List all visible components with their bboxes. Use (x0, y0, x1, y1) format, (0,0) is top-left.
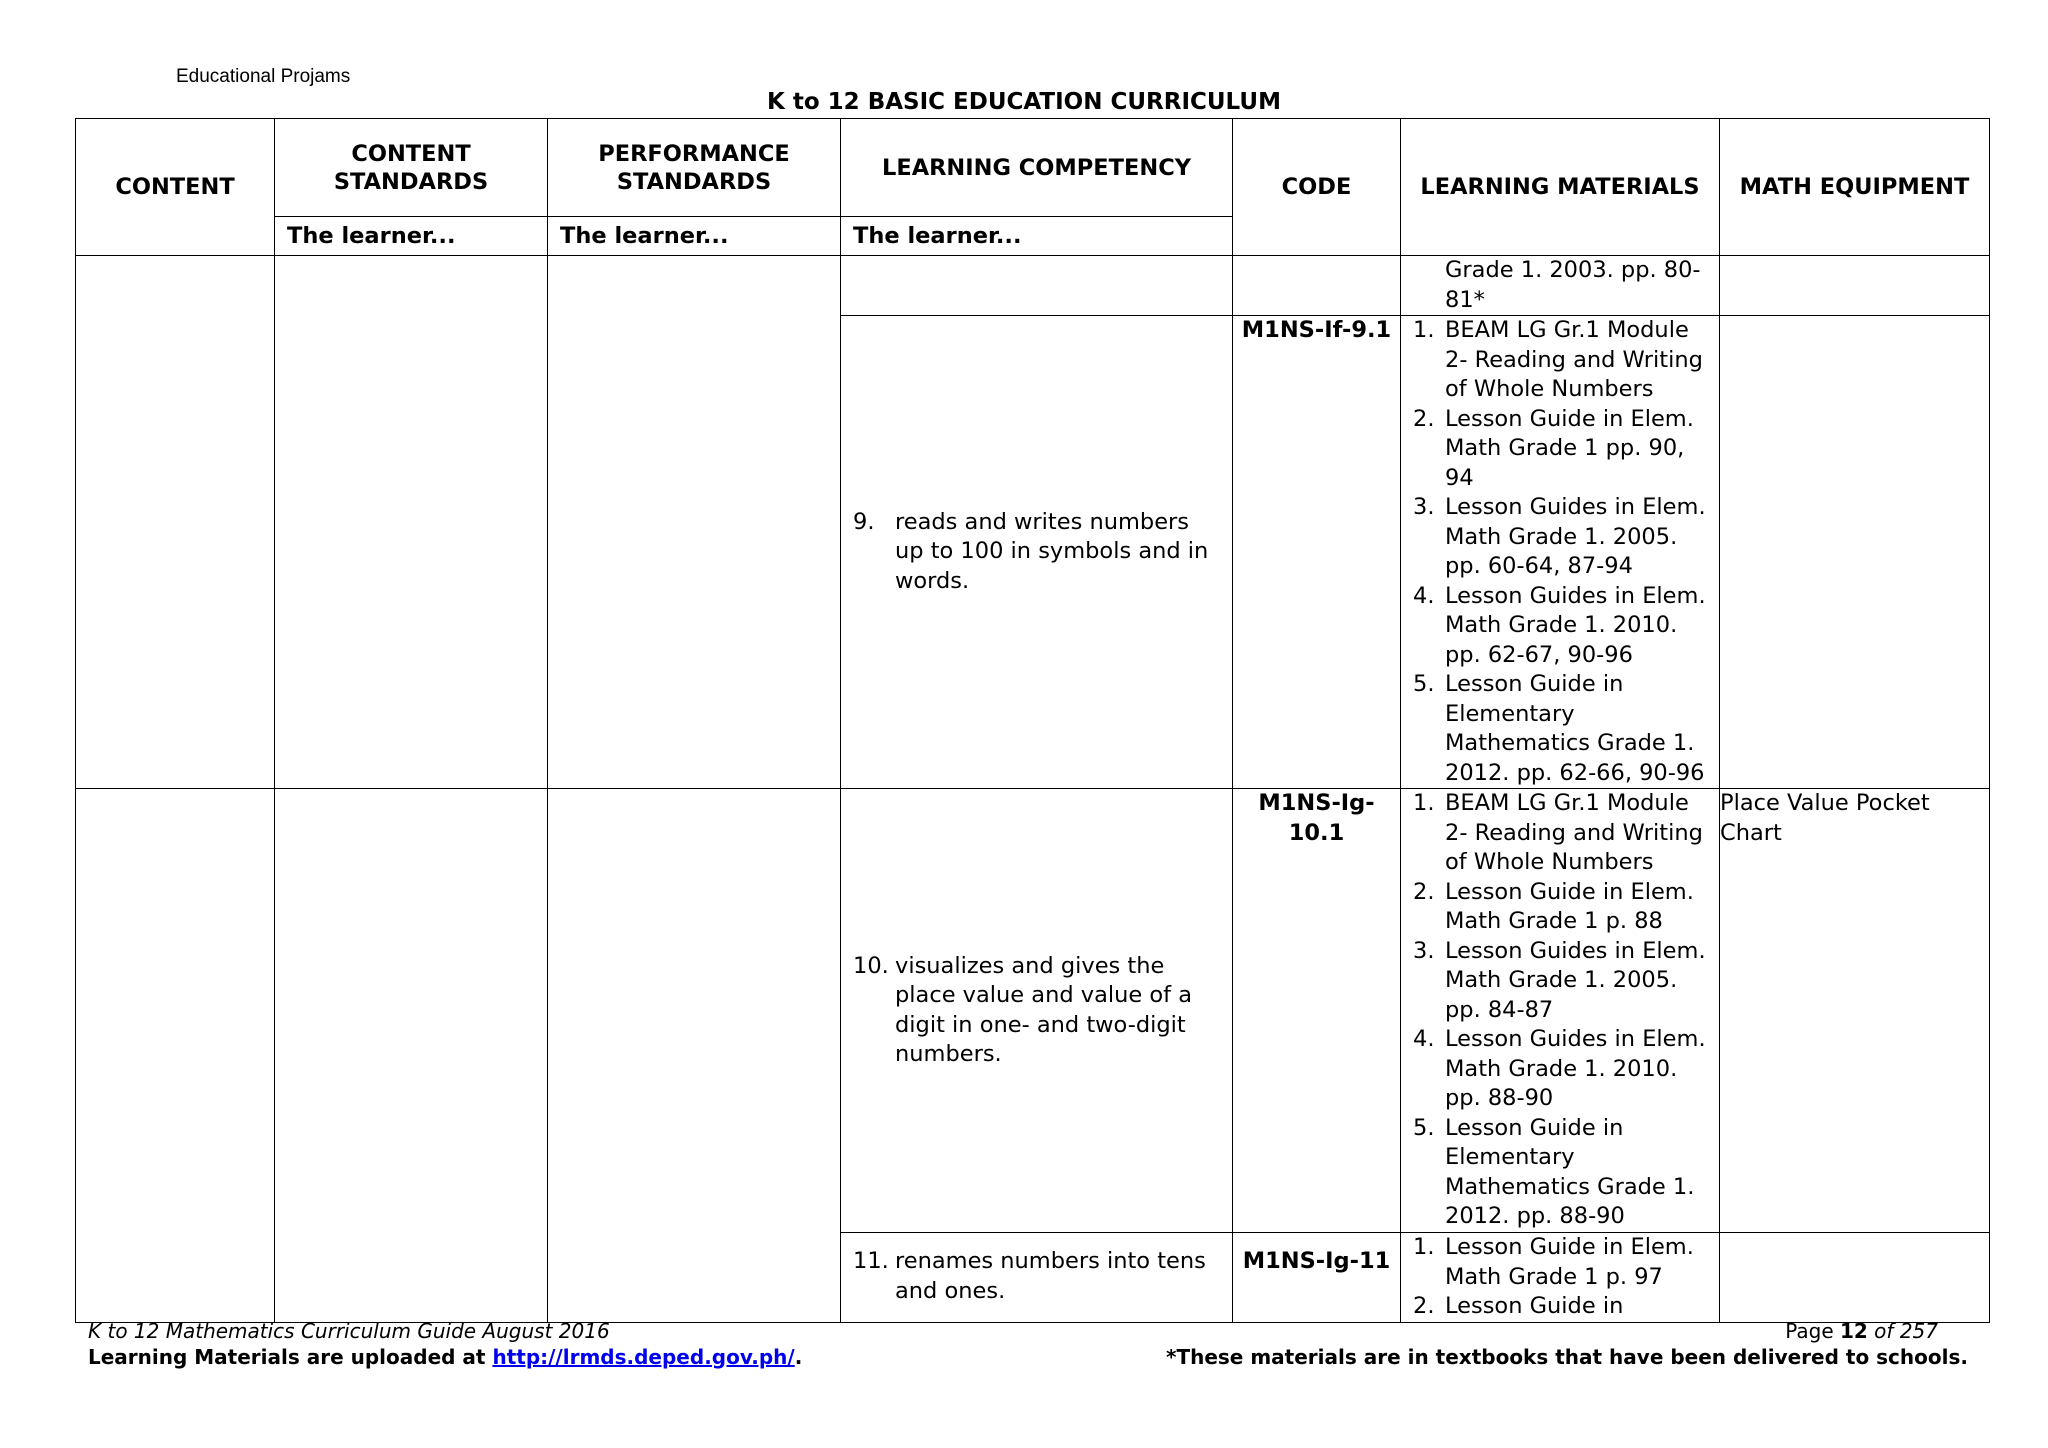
content-standards-cell (275, 256, 548, 789)
list-item: 1. BEAM LG Gr.1 Module 2- Reading and Writing of Whole Numbers (1413, 790, 1703, 875)
watermark-text: Educational Projams (176, 66, 351, 87)
subheader-learner: The learner... (841, 217, 1233, 256)
materials-cell (1401, 316, 1720, 789)
table-row (76, 789, 1990, 1233)
materials-cell (1401, 789, 1720, 1233)
list-item: 5. Lesson Guide in Elementary Mathematics Grade 1. 2012. pp. 88-90 (1413, 1114, 1695, 1229)
equipment-cell: Place Value Pocket Chart (1720, 789, 1990, 1233)
list-item: 2. Lesson Guide in Elem. Math Grade 1 p. 88 (1413, 878, 1694, 934)
header-math-equipment: MATH EQUIPMENT (1720, 119, 1990, 256)
footer-upload-note: Learning Materials are uploaded at http://lrmds.deped.gov.ph/. (88, 1345, 803, 1369)
code-cell: M1NS-Ig-11 (1233, 1233, 1401, 1323)
code-cell: M1NS-Ig-10.1 (1233, 789, 1401, 1233)
materials-cell (1401, 1233, 1720, 1323)
material-continued: Grade 1. 2003. pp. 80-81* (1445, 257, 1701, 313)
footer-right (1166, 1318, 1968, 1370)
competency-number: 11. (853, 1248, 889, 1274)
materials-list (1401, 316, 1719, 788)
document-title: K to 12 BASIC EDUCATION CURRICULUM (767, 89, 1281, 115)
competency-number: 9. (853, 508, 875, 535)
list-item: 3. Lesson Guides in Elem. Math Grade 1. 2005. pp. 84-87 (1413, 937, 1706, 1023)
competency-cell (841, 1233, 1233, 1323)
list-item: 1. BEAM LG Gr.1 Module 2- Reading and Writing of Whole Numbers (1413, 317, 1703, 402)
footer-textbook-note: *These materials are in textbooks that have been delivered to schools. (1166, 1345, 1968, 1369)
lrmds-link[interactable]: http://lrmds.deped.gov.ph/ (492, 1345, 795, 1369)
footer-left (88, 1318, 802, 1370)
header-learning-materials: LEARNING MATERIALS (1401, 119, 1720, 256)
materials-cell (1401, 256, 1720, 316)
list-item: 5. Lesson Guide in Elementary Mathematics Grade 1. 2012. pp. 62-66, 90-96 (1413, 671, 1705, 786)
competency-text: visualizes and gives the place value and value of a digit in one- and two-digit numbers. (895, 952, 1193, 1067)
performance-standards-cell (548, 256, 841, 789)
table-row (76, 256, 1990, 316)
header-learning-competency: LEARNING COMPETENCY (841, 119, 1233, 217)
materials-list (1401, 1233, 1719, 1322)
equipment-cell (1720, 256, 1990, 316)
header-code: CODE (1233, 119, 1401, 256)
curriculum-table (75, 118, 1990, 1323)
subheader-learner: The learner... (275, 217, 548, 256)
list-item: 1. Lesson Guide in Elem. Math Grade 1 p. 97 (1413, 1234, 1694, 1290)
competency-text: reads and writes numbers up to 100 in symbols and in words. (895, 508, 1209, 594)
code-cell: M1NS-If-9.1 (1233, 316, 1401, 789)
materials-list (1401, 789, 1719, 1232)
header-content-standards: CONTENT STANDARDS (275, 119, 548, 217)
list-item: 3. Lesson Guides in Elem. Math Grade 1. 2005. pp. 60-64, 87-94 (1413, 494, 1706, 579)
performance-standards-cell (548, 789, 841, 1323)
header-content: CONTENT (76, 119, 275, 256)
content-cell (76, 789, 275, 1323)
header-performance-standards: PERFORMANCE STANDARDS (548, 119, 841, 217)
list-item: 2. Lesson Guide in Elem. Math Grade 1 pp. 90, 94 (1413, 405, 1694, 491)
page-number: Page 12 of 257 (1785, 1319, 1938, 1343)
competency-text: renames numbers into tens and ones. (895, 1248, 1206, 1304)
list-item: 4. Lesson Guides in Elem. Math Grade 1. 2010. pp. 88-90 (1413, 1026, 1706, 1111)
header-row (76, 119, 1990, 217)
footer-guide-title: K to 12 Mathematics Curriculum Guide August 2016 (88, 1319, 610, 1343)
competency-cell (841, 789, 1233, 1233)
competency-cell (841, 316, 1233, 789)
content-cell (76, 256, 275, 789)
competency-number: 10. (853, 952, 889, 979)
list-item: 2. Lesson Guide in (1413, 1293, 1624, 1319)
equipment-cell (1720, 316, 1990, 789)
code-cell (1233, 256, 1401, 316)
equipment-cell (1720, 1233, 1990, 1323)
subheader-learner: The learner... (548, 217, 841, 256)
competency-cell (841, 256, 1233, 316)
content-standards-cell (275, 789, 548, 1323)
list-item: 4. Lesson Guides in Elem. Math Grade 1. 2010. pp. 62-67, 90-96 (1413, 582, 1706, 668)
